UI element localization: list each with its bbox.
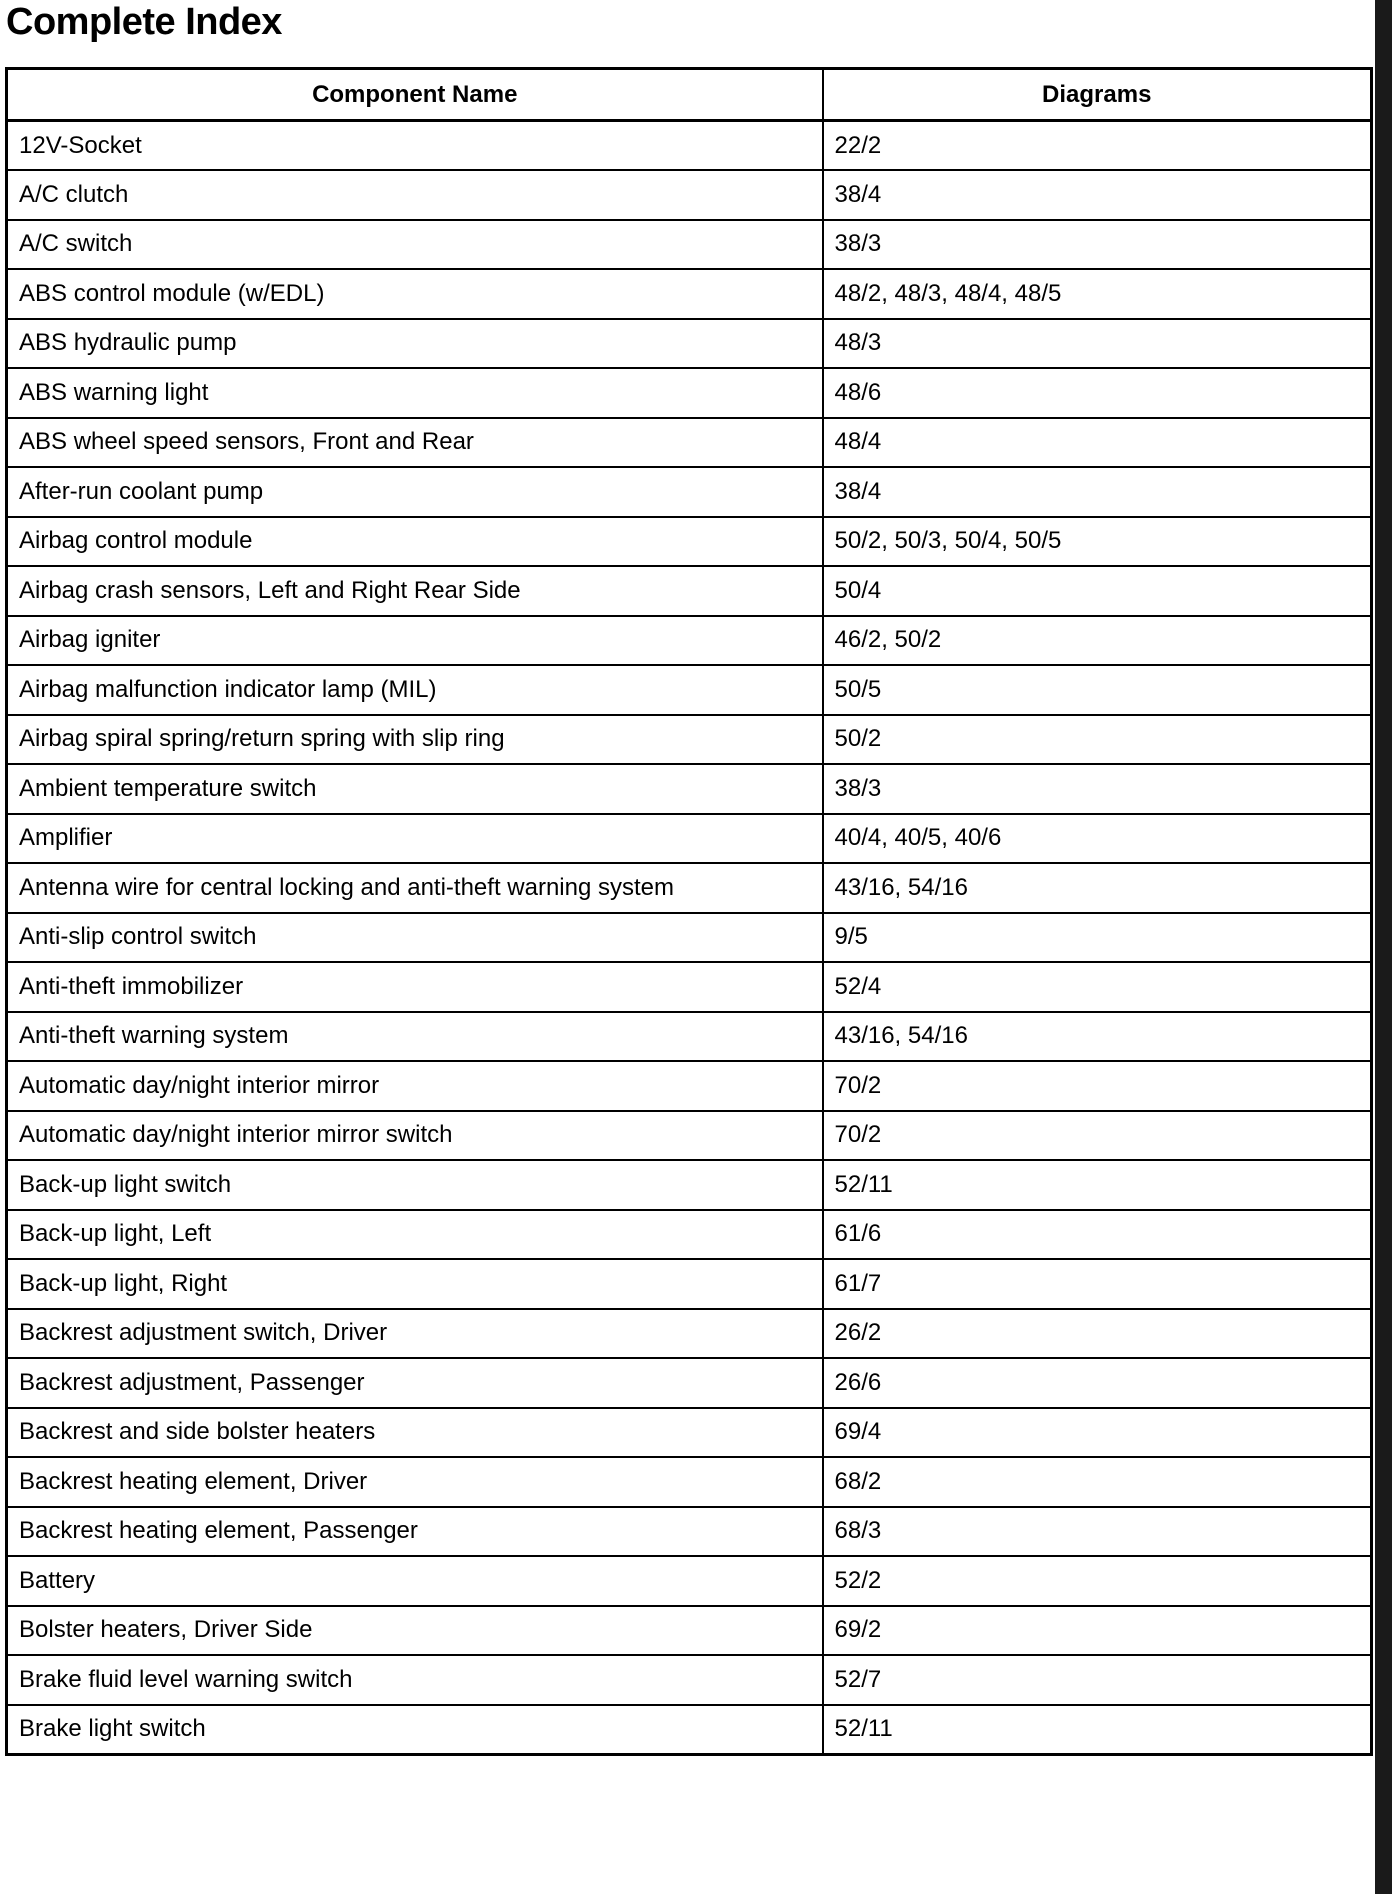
- component-name-cell: Anti-theft immobilizer: [7, 962, 823, 1012]
- table-row: [7, 220, 1372, 270]
- diagrams-cell: 50/5: [823, 665, 1372, 715]
- page-edge-bar: [1375, 0, 1392, 1894]
- table-row: [7, 566, 1372, 616]
- table-row: [7, 319, 1372, 369]
- component-name-cell: Backrest heating element, Driver: [7, 1457, 823, 1507]
- component-name-cell: After-run coolant pump: [7, 467, 823, 517]
- diagrams-cell: 68/2: [823, 1457, 1372, 1507]
- diagrams-cell: 68/3: [823, 1507, 1372, 1557]
- component-name-cell: Ambient temperature switch: [7, 764, 823, 814]
- table-row: [7, 368, 1372, 418]
- component-name-cell: Antenna wire for central locking and anti-theft warning system: [7, 863, 823, 913]
- diagrams-cell: 26/2: [823, 1309, 1372, 1359]
- diagrams-cell: 9/5: [823, 913, 1372, 963]
- table-row: [7, 1210, 1372, 1260]
- table-row: [7, 418, 1372, 468]
- diagrams-cell: 48/2, 48/3, 48/4, 48/5: [823, 269, 1372, 319]
- component-index-table: [5, 67, 1373, 1756]
- table-row: [7, 715, 1372, 765]
- table-row: [7, 962, 1372, 1012]
- table-row: [7, 1556, 1372, 1606]
- diagrams-cell: 52/2: [823, 1556, 1372, 1606]
- component-name-cell: Backrest adjustment switch, Driver: [7, 1309, 823, 1359]
- table-row: [7, 269, 1372, 319]
- diagrams-cell: 61/7: [823, 1259, 1372, 1309]
- diagrams-cell: 50/4: [823, 566, 1372, 616]
- table-row: [7, 1309, 1372, 1359]
- component-name-cell: Automatic day/night interior mirror switch: [7, 1111, 823, 1161]
- component-name-cell: Back-up light, Right: [7, 1259, 823, 1309]
- table-row: [7, 1408, 1372, 1458]
- table-row: [7, 1705, 1372, 1755]
- component-name-cell: Battery: [7, 1556, 823, 1606]
- table-row: [7, 1061, 1372, 1111]
- component-name-cell: A/C switch: [7, 220, 823, 270]
- table-row: [7, 1160, 1372, 1210]
- diagrams-cell: 69/4: [823, 1408, 1372, 1458]
- column-header-diagrams: Diagrams: [823, 69, 1372, 121]
- component-name-cell: ABS hydraulic pump: [7, 319, 823, 369]
- diagrams-cell: 43/16, 54/16: [823, 1012, 1372, 1062]
- component-name-cell: Bolster heaters, Driver Side: [7, 1606, 823, 1656]
- component-name-cell: Back-up light, Left: [7, 1210, 823, 1260]
- component-name-cell: 12V-Socket: [7, 121, 823, 171]
- component-name-cell: Airbag control module: [7, 517, 823, 567]
- table-row: [7, 1655, 1372, 1705]
- component-name-cell: Anti-theft warning system: [7, 1012, 823, 1062]
- table-row: [7, 170, 1372, 220]
- component-name-cell: Backrest and side bolster heaters: [7, 1408, 823, 1458]
- diagrams-cell: 26/6: [823, 1358, 1372, 1408]
- diagrams-cell: 52/11: [823, 1160, 1372, 1210]
- component-name-cell: ABS control module (w/EDL): [7, 269, 823, 319]
- component-name-cell: Back-up light switch: [7, 1160, 823, 1210]
- table-row: [7, 467, 1372, 517]
- diagrams-cell: 50/2: [823, 715, 1372, 765]
- diagrams-cell: 52/7: [823, 1655, 1372, 1705]
- diagrams-cell: 43/16, 54/16: [823, 863, 1372, 913]
- component-name-cell: Brake light switch: [7, 1705, 823, 1755]
- table-row: [7, 814, 1372, 864]
- diagrams-cell: 52/11: [823, 1705, 1372, 1755]
- table-row: [7, 764, 1372, 814]
- diagrams-cell: 22/2: [823, 121, 1372, 171]
- table-row: [7, 1507, 1372, 1557]
- page-title: Complete Index: [6, 1, 282, 43]
- diagrams-cell: 61/6: [823, 1210, 1372, 1260]
- component-name-cell: Amplifier: [7, 814, 823, 864]
- table-row: [7, 863, 1372, 913]
- table-row: [7, 517, 1372, 567]
- table-row: [7, 121, 1372, 171]
- component-name-cell: ABS warning light: [7, 368, 823, 418]
- component-name-cell: A/C clutch: [7, 170, 823, 220]
- diagrams-cell: 70/2: [823, 1111, 1372, 1161]
- component-name-cell: ABS wheel speed sensors, Front and Rear: [7, 418, 823, 468]
- table-row: [7, 1606, 1372, 1656]
- diagrams-cell: 46/2, 50/2: [823, 616, 1372, 666]
- component-name-cell: Airbag igniter: [7, 616, 823, 666]
- diagrams-cell: 52/4: [823, 962, 1372, 1012]
- table-row: [7, 913, 1372, 963]
- component-name-cell: Anti-slip control switch: [7, 913, 823, 963]
- diagrams-cell: 69/2: [823, 1606, 1372, 1656]
- diagrams-cell: 70/2: [823, 1061, 1372, 1111]
- diagrams-cell: 38/3: [823, 764, 1372, 814]
- diagrams-cell: 48/3: [823, 319, 1372, 369]
- diagrams-cell: 48/4: [823, 418, 1372, 468]
- table-row: [7, 616, 1372, 666]
- table-row: [7, 665, 1372, 715]
- table-body: [7, 121, 1372, 1755]
- component-name-cell: Airbag malfunction indicator lamp (MIL): [7, 665, 823, 715]
- diagrams-cell: 50/2, 50/3, 50/4, 50/5: [823, 517, 1372, 567]
- table-row: [7, 1259, 1372, 1309]
- component-name-cell: Backrest heating element, Passenger: [7, 1507, 823, 1557]
- table-row: [7, 1457, 1372, 1507]
- table-row: [7, 1012, 1372, 1062]
- diagrams-cell: 48/6: [823, 368, 1372, 418]
- diagrams-cell: 38/4: [823, 170, 1372, 220]
- table-row: [7, 1358, 1372, 1408]
- table-row: [7, 1111, 1372, 1161]
- component-name-cell: Automatic day/night interior mirror: [7, 1061, 823, 1111]
- diagrams-cell: 38/4: [823, 467, 1372, 517]
- diagrams-cell: 40/4, 40/5, 40/6: [823, 814, 1372, 864]
- component-name-cell: Backrest adjustment, Passenger: [7, 1358, 823, 1408]
- column-header-component-name: Component Name: [7, 69, 823, 121]
- component-name-cell: Airbag spiral spring/return spring with slip ring: [7, 715, 823, 765]
- component-name-cell: Brake fluid level warning switch: [7, 1655, 823, 1705]
- component-name-cell: Airbag crash sensors, Left and Right Rear Side: [7, 566, 823, 616]
- diagrams-cell: 38/3: [823, 220, 1372, 270]
- table-header-row: [7, 69, 1372, 121]
